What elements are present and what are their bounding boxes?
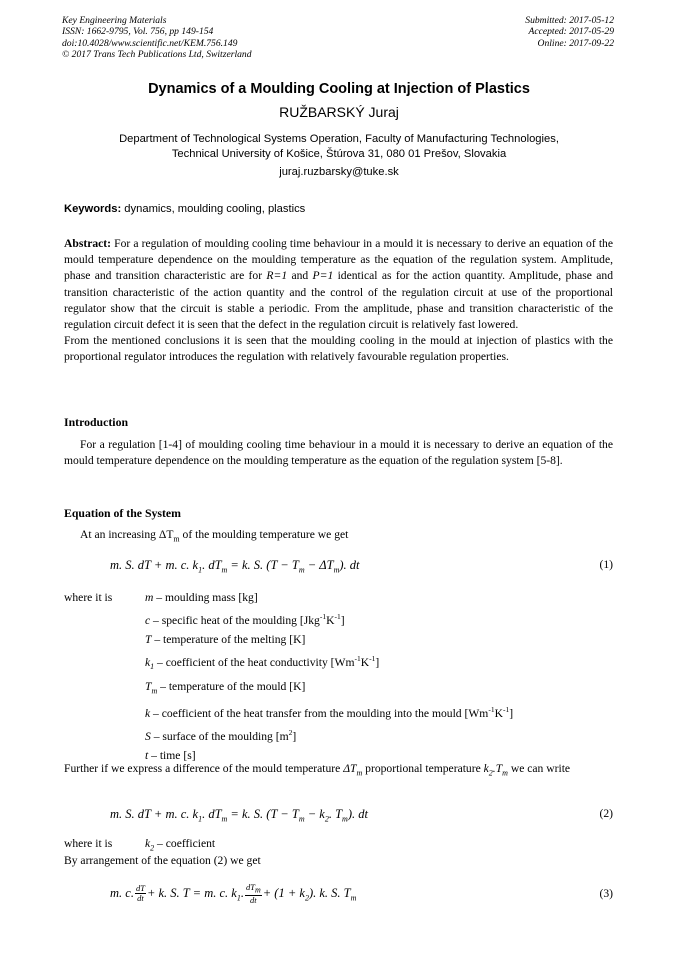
variable-symbol: .T (492, 762, 503, 775)
variable-description: – temperature of the mould [K] (157, 679, 306, 693)
variable-row (64, 607, 624, 630)
variable-symbol: t (145, 749, 149, 763)
variable-row (64, 630, 624, 649)
introduction-heading: Introduction (64, 415, 129, 429)
equation-3 (110, 883, 613, 905)
abstract-paragraph (64, 236, 613, 333)
where-label: where it is (64, 837, 113, 850)
system-heading: Equation of the System (64, 506, 181, 520)
abstract-p-value: P=1 (312, 269, 334, 283)
superscript: -1 (369, 654, 376, 664)
unit-part: ] (375, 656, 380, 670)
variable-row (64, 700, 624, 723)
superscript: -1 (334, 612, 341, 622)
equation-number: (2) (599, 807, 613, 820)
where-label: where it is (64, 591, 113, 604)
subscript: 2 (150, 843, 155, 853)
further-text: proportional temperature (362, 762, 484, 775)
equation-3-body: m. c. $\frac{dT}{dt}$ + k. S. T = m. c. $k_1$. $\frac{dT_m}{dt}$ + $(1 + k_2)$. k. S. $T_m$ (110, 882, 357, 905)
superscript: -1 (354, 654, 361, 664)
variable-row (64, 588, 624, 607)
variable-description: – time [s] (148, 749, 196, 763)
abstract-text: identical as for the action quantity. Amplitude, phase and transition characteristic of the action quantity and the control of the regulation circuit at use of the proportional regulator show that the circuit is stable a periodic. From the amplitude, phase and transition characteristic of the regulation circuit defect it is seen that the defect in the regulation circuit is relatively fast lowered. (64, 269, 613, 332)
variable-symbol: c (145, 614, 151, 628)
superscript: -1 (488, 705, 495, 715)
subscript: 2 (488, 768, 493, 778)
keywords (64, 203, 305, 215)
paper-title: Dynamics of a Moulding Cooling at Injection of Plastics (148, 81, 530, 97)
copyright-line: © 2017 Trans Tech Publications Ltd, Switzerland (62, 49, 252, 61)
arrangement-text: By arrangement of the equation (2) we get (64, 854, 261, 867)
variable-symbol: k (483, 762, 489, 775)
variable-description: – temperature of the melting [K] (151, 633, 306, 647)
affiliation-line: Technical University of Košice, Štúrova 31, 080 01 Prešov, Slovakia (171, 148, 507, 160)
subscript: m (356, 768, 363, 778)
author-name: RUŽBARSKÝ Juraj (279, 104, 399, 120)
variable-symbol: k (145, 707, 151, 721)
variable-symbol: k (145, 656, 151, 670)
equation-2-body: m. S. dT + m. c. $k_1$. $dT_m = k$. S. ($T - T_m - k_2$. $T_m$). dt (110, 807, 368, 824)
variable-list (64, 588, 624, 766)
variable-symbol: T (145, 679, 152, 693)
variable-symbol: m (145, 591, 154, 604)
unit-part: ] (509, 707, 514, 721)
abstract-text: and (287, 269, 313, 283)
further-text: we can write (507, 762, 571, 775)
equation-number: (3) (599, 887, 613, 900)
variable-description: – surface of the moulding [m (150, 730, 289, 744)
unit-part: K (326, 614, 335, 628)
equation-2 (110, 807, 613, 824)
fraction: $\frac{dT_m}{dt}$ (245, 882, 261, 905)
variable-description: – specific heat of the moulding [Jkg (150, 614, 320, 628)
abstract-paragraph: From the mentioned conclusions it is seen that the moulding cooling in the mould at injection of plastics with the proportional regulator introduces the regulation with relatively favourable regulation properties. (64, 334, 613, 364)
delta-symbol: ΔT (343, 762, 357, 775)
abstract-r-value: R=1 (266, 269, 288, 283)
system-intro-text: of the moulding temperature we get (179, 528, 349, 541)
equation-1-body: m. S. dT + m. c. $k_1$. $dT_m = k$. S. $(T - T_m - \Delta T_m)$. dt (110, 558, 360, 575)
variable-row (64, 649, 624, 676)
unit-part: K (494, 707, 503, 721)
equation-number: (1) (599, 558, 613, 571)
submission-dates (525, 15, 614, 49)
variable-row (64, 677, 624, 701)
variable-description: – moulding mass [kg] (153, 591, 258, 604)
further-paragraph (64, 761, 613, 782)
keywords-label: Keywords: (64, 203, 122, 215)
affiliation-line: Department of Technological Systems Operation, Faculty of Manufacturing Technologies, (119, 133, 559, 145)
unit-part: ] (292, 730, 297, 744)
abstract (64, 236, 613, 366)
variable-description: – coefficient of the heat transfer from the moulding into the mould [Wm (150, 707, 489, 721)
accepted-date: Accepted: 2017-05-29 (528, 26, 614, 38)
superscript: -1 (502, 705, 510, 715)
system-intro-text: At an increasing ΔT (80, 528, 174, 541)
abstract-text: For a regulation of moulding cooling time behaviour in a mould it is necessary to derive an equation of the mould temperature dependence on the moulding temperature as the equation of the regulation system. Amplitude, phase and transition characteristic are for (64, 237, 613, 283)
system-intro (64, 527, 613, 548)
variable-description: – coefficient (154, 837, 216, 850)
equation-1 (110, 558, 613, 575)
online-date: Online: 2017-09-22 (537, 37, 614, 49)
variable-row (64, 723, 624, 746)
subscript: 1 (150, 662, 155, 672)
variable-symbol: T (145, 633, 152, 647)
unit-part: ] (340, 614, 345, 628)
subscript: m (502, 768, 508, 778)
further-text: Further if we express a difference of the mould temperature (64, 762, 344, 775)
fraction: $\frac{dT}{dt}$ (135, 883, 145, 904)
variable-description: – coefficient of the heat conductivity [Wm (154, 656, 355, 670)
submitted-date: Submitted: 2017-05-12 (525, 15, 614, 26)
variable-symbol: S (145, 730, 151, 744)
keywords-text: dynamics, moulding cooling, plastics (121, 203, 306, 215)
issn-line: ISSN: 1662-9795, Vol. 756, pp 149-154 (62, 26, 214, 38)
abstract-label: Abstract: (64, 237, 112, 250)
journal-name: Key Engineering Materials (62, 15, 167, 26)
subscript: m (151, 686, 158, 696)
journal-info (62, 15, 252, 61)
superscript: -1 (319, 612, 327, 622)
author-email[interactable]: juraj.ruzbarsky@tuke.sk (279, 166, 399, 178)
subscript: m (173, 534, 180, 544)
introduction-text: For a regulation [1-4] of moulding cooling time behaviour in a mould it is necessary to derive an equation of the mould temperature dependence on the moulding temperature as the equation of the regulation system [5-8]. (64, 438, 613, 468)
variable-symbol: k (145, 837, 151, 850)
doi-line: doi:10.4028/www.scientific.net/KEM.756.149 (62, 37, 238, 49)
superscript: 2 (288, 728, 293, 738)
affiliation (0, 132, 678, 162)
unit-part: K (360, 656, 370, 670)
